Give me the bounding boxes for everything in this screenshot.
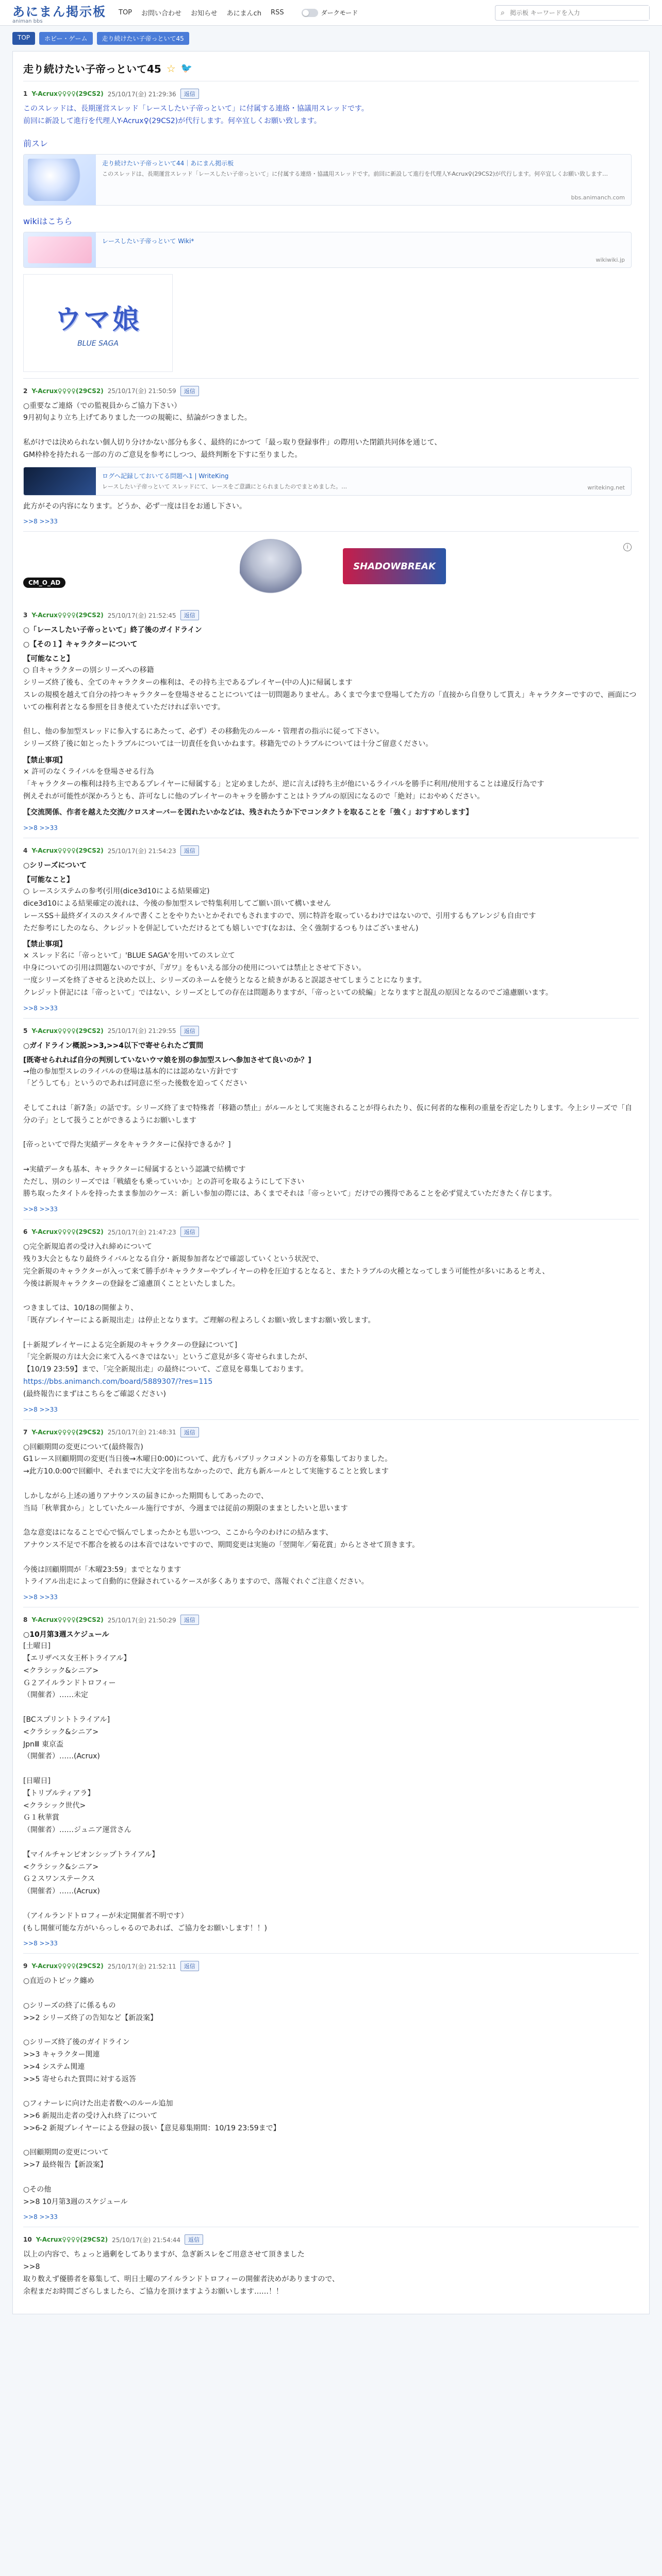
post-author: Y-Acrux♀♀♀♀(29CS2) [31,90,104,97]
post-number[interactable]: 6 [23,1228,28,1236]
logo-subtitle-text: BLUE SAGA [77,340,119,348]
reply-links[interactable]: >>8 >>33 [23,1004,58,1012]
dark-mode-label: ダークモード [321,9,358,16]
breadcrumb [0,26,662,47]
link-desc: このスレッドは、長期運営スレッド「レースしたい子帝っといて」に付属する連絡・協議用スレッドです。前回に新設して進行を代理人Y-Acrux♀(29CS2)が代行します。何卒宜しくお願い致します… [102,170,608,177]
link-title[interactable]: 走り続けたい子帝っといて44｜あにまん掲示板 [102,159,234,167]
post-author: Y-Acrux♀♀♀♀(29CS2) [31,612,104,619]
post-author: Y-Acrux♀♀♀♀(29CS2) [31,1027,104,1035]
nav-top[interactable]: TOP [119,9,133,16]
top-nav [119,8,358,18]
search-icon[interactable]: ⌕ [501,8,505,17]
post-author: Y-Acrux♀♀♀♀(29CS2) [31,1616,104,1624]
dark-mode-toggle[interactable] [302,8,358,17]
ad-banner[interactable] [23,539,632,596]
link-title[interactable]: ログへ記録しておいてる問題へ1 | WriteKing [102,472,229,480]
reply-button[interactable]: 返信 [180,1961,199,1971]
reply-button[interactable]: 返信 [180,386,199,396]
post-author: Y-Acrux♀♀♀♀(29CS2) [31,1228,104,1236]
post-body: このスレッドは、長期運営スレッド「レースしたい子帝っといて」に付属する連絡・協議用スレッドです。 前回に新設して進行を代理人Y-Acrux♀(29CS2)が代行します。何卒宜しくお願い致します。 [23,105,369,125]
ad-game-logo[interactable]: SHADOWBREAK [343,548,446,584]
thumbnail-art [28,236,92,263]
post-body: [土曜日] 【エリザベス女王杯トライアル】 <クラシック&シニア> Ｇ２アイルランドトロフィー （開催者）……未定 [BCスプリントトライアル] <クラシック&シニア> JpnⅢ 東京盃 （開催者）……(Acrux) [日曜日] 【トリプルティアラ】 <クラシック世代> Ｇ１秋華賞 （開催者）……ジュニア運営さん 【マイルチャンピオンシップトライアル】 <クラシック&シニア> Ｇ２スワンステークス （開催者）……(Acrux) （アイルランドトロフィーが未定開催者不明です） (もし開催可能な方がいらっしゃるのであれば、ご協力をお願いします！！) [23,1642,267,1933]
post-date: 25/10/17(金) 21:47:23 [107,1228,176,1236]
breadcrumb-thread[interactable]: 走り続けたい子帝っといて45 [97,32,189,45]
section-ok-label: 【可能なこと】 [23,655,74,664]
link-info [96,467,631,495]
section-ok-body: ○ 自キャラクターの別シリーズへの移籍 シリーズ終了後も、全てのキャラクターの権利は、その持ち主であるプレイヤー(中の人)に帰属します スレの規模を越えて自分の持つキャラクターを登場させることについては一切問題ありません。あくまで今まで登場してた方の「直接から自登りして貰え」キャラクターですので、画面についての権利者となる参照を目き使えていただければ幸いです。 但し、他の参加型スレッドに参入するにあたって、必ず）その移動先のルール・管理者の指示に従って下さい。 シリーズ終了後に如とったトラブルについては一切責任を負いかねます。移籍先でのトラブルについては十分ご留意ください。 [23,666,637,749]
section-ng-label: 【禁止事項】 [23,940,67,949]
post-9 [23,1954,639,2227]
link-card-prev-thread[interactable] [23,154,632,206]
post-number[interactable]: 4 [23,847,28,855]
reply-button[interactable]: 返信 [180,610,199,620]
section-ok-body: ○ レースシステムの参考(引用(dice3d10による結果確定) dice3d10による結果確定の流れは、今後の参加型スレで特集利用してご願い頂いて構いません レースSS＋最終ダイスのスタイルで書くことをやりたいとかそれでもされますので、別に特許を取っているわけではないので、引用するもアレンジも自由です ただ参考にしたのなら、クレジットを併記していただけるとても嬉しいです(なおは、全く強制するつもりはございません) [23,887,536,933]
post-number[interactable]: 8 [23,1616,28,1624]
post-author: Y-Acrux♀♀♀♀(29CS2) [31,1962,104,1970]
logo-title-text: ウマ娘 [54,304,141,336]
reply-button[interactable]: 返信 [180,1227,199,1237]
post-subheading: ○【その１】キャラクターについて [23,640,138,649]
site-header [0,0,662,26]
post-author: Y-Acrux♀♀♀♀(29CS2) [36,2236,108,2244]
link-title[interactable]: レースしたい子帝っといて Wiki* [102,237,194,245]
link-card-writeking[interactable] [23,467,632,496]
link-info [96,155,631,205]
page-title: 走り続けたい子帝っといて45 [23,63,161,75]
post-header [23,610,639,620]
post-date: 25/10/17(金) 21:50:29 [107,1616,176,1624]
post-date: 25/10/17(金) 21:50:59 [107,387,176,395]
post-footer-text: 此方がその内容になります。どうか、必ず一度は目をお通し下さい。 [23,502,246,511]
post-number[interactable]: 10 [23,2236,32,2244]
reply-links[interactable]: >>8 >>33 [23,1206,58,1213]
link-domain: writeking.net [587,484,625,491]
reply-links[interactable]: >>8 >>33 [23,824,58,832]
post-number[interactable]: 2 [23,387,28,395]
post-8 [23,1607,639,1954]
post-heading: ○「レースしたい子帝っといて」終了後のガイドライン [23,626,202,635]
post-header [23,1427,639,1437]
post-number[interactable]: 3 [23,612,28,619]
reply-button[interactable]: 返信 [180,1427,199,1437]
post-header [23,89,639,99]
reply-links[interactable]: >>8 >>33 [23,1405,58,1413]
post-date: 25/10/17(金) 21:52:45 [107,612,176,619]
post-subheading: ○シリーズについて [23,861,87,870]
post-author: Y-Acrux♀♀♀♀(29CS2) [31,1428,104,1436]
link-domain: wikiwiki.jp [595,256,625,263]
post-heading: ○10月第3週スケジュール [23,1631,109,1639]
post-2 [23,379,639,532]
share-bird-icon[interactable]: 🐦 [180,63,193,74]
post-date: 25/10/17(金) 21:52:11 [107,1962,176,1970]
post-3 [23,603,639,838]
post-number[interactable]: 1 [23,90,28,97]
post-body: ○回顧期間の変更について(最終報告) G1レース回顧期間の変更(当日後→木曜日0:00)について、此方もパブリックコメントの方を募集しておりました。 →此方10.0:00で回顧中、それまでに大文字を出ちなかったので、此方も新ルールとして実施することと致します しかしながら上述の通りアナウンスの届きにかった期間もしてあったので、 当局「秋華賞から」としていたルール施行ですが、今週までは従前の期限のままとしたいと思います 急な意変はになることで心で悩んでしまったかとも思いつつ、ここから今のわけにの結みます、 アナウンス不足で不都合を被るのは本音ではないですので、期間変更は実施の「翌開年／菊花賞」からとさせて頂きます。 今後は回顧期間が「木曜23:59」までとなります トライアル出走によって自動的に登録されているケースが多くありますので、落報ぐれぐご注意ください。 [23,1443,420,1586]
post-body: ○直近のトピック纏め ○シリーズの終了に係るもの >>2 シリーズ終了の告知など【新設案】 ○シリーズ終了後のガイドライン >>3 キャラクター関連 >>4 システム関連 >>5 寄せられた質問に対する返答 ○フィナーレに向けた出走者数へのルール追加 >>6 新規出走者の受け入れ終了について >>6-2 新規プレイヤーによる登録の扱い【意見募集期間：10/19 23:59まで】 ○回顧期間の変更について >>7 最終報告【新設案】 ○その他 >>8 10月第3週のスケジュール [23,1977,280,2206]
post-header [23,1026,639,1036]
reply-button[interactable]: 返信 [185,2234,203,2245]
thread-title-row [23,61,639,81]
nav-news[interactable]: お知らせ [191,10,218,18]
post-subheading: ○ガイドライン概説>>3,>>4以下で寄せられたご質問 [23,1041,204,1050]
post-date: 25/10/17(金) 21:54:44 [112,2236,181,2244]
thread-logo-image[interactable] [23,274,173,372]
post-number[interactable]: 5 [23,1027,28,1035]
post-subheading-2: [既寄せられれば自分の判別していないウマ娘を別の参加型スレへ参加させて良いのか？] [23,1056,311,1064]
post-date: 25/10/17(金) 21:29:55 [107,1027,176,1035]
post-number[interactable]: 7 [23,1428,28,1436]
post-closing: 【交流関係、作者を越えた交流/クロスオーバーを図れたいかなどは、残されたうか下でコンタクトを取ることを「強く」おすすめします】 [23,808,473,817]
ad-info-icon[interactable]: i [623,543,632,551]
section-ng-label: 【禁止事項】 [23,756,67,765]
logo-main[interactable]: あにまん掲示板 [12,4,106,19]
nav-animanch[interactable]: あにまんch [226,10,262,18]
thumbnail-art [28,159,92,201]
post-body: →他の参加型スレのライバルの登場は基本的には認めない方針です 「どうしても」というのであれば同意に至った後数を迫ってください そしてこれは「新7条」の話です。シリーズ終了まで特殊者「移籍の禁止」がルールとして実施されることが得られたり、仮に何者的な権利の重量を否定したりします。今上シリーズで「自分の子」として扱うことができるようにお願いします [帝っといてで得た実績データをキャラクターに保持できるか？] →実績データも基本、キャラクターに帰属するという認識で結構です ただし、別のシリーズでは「戦績をも乗っていいか」との許可を取るようにして下さい 勝ち取ったタイトルを持ったまま参加のケース：新しい参加の際には、あくまでそれは「帝っといて」だけでの獲得であることを必ず覚えていただきたく存じます。 [23,1067,632,1198]
post-date: 25/10/17(金) 21:29:36 [107,90,176,98]
post-date: 25/10/17(金) 21:48:31 [107,1429,176,1436]
post-1 [23,81,639,379]
nav-rss[interactable]: RSS [271,9,284,16]
post-6 [23,1219,639,1419]
post-header [23,1961,639,1971]
post-body: ○完全新規追者の受け入れ締めについて 残り3大会ともなり最終ライバルとなる自分・新規参加者などで確認していくという状況で、 完全新規のキャラクターが入って来て勝手がキャラクターやプレイヤーの枠を圧迫するとなると、またトラブルの火種となってしまう可能性が多いにあると考え、 今後は新規キャラクターの登録をご遠慮頂くことといたしました。 つきましては、10/18の開催より、 「既存プレイヤーによる新規出走」は停止となります。ご理解の程よろしくお願い致しますお願い致します。 [＋新規プレイヤーによる完全新規のキャラクターの登録について] 「完全新規の方は大会に来て入るべきではない」というご意見が多く寄せられましたが、 【10/19 23:59】まで、「完全新規出走」の最終について、ご意見を募集しております。 [23,1243,550,1374]
reply-button[interactable]: 返信 [180,1026,199,1036]
section-ng-body: × 許可のなくライバルを登場させる行為 「キャラクターの権利は持ち主であるプレイヤーに帰属する」と定めましたが、逆に言えば持ち主が他にいるライバルを勝手に利用/使用することは違反行為です 例えそれが可能性が深かろうとも、許可なしに他のプレイヤーのキャラを勝かすことはトラブルの原因になるので「絶対」におやめください。 [23,767,544,801]
link-domain: bbs.animanch.com [571,194,625,201]
post-header [23,2234,639,2245]
post-body: 以上の内容で、ちょっと過剰をしてありますが、急ぎ新スレをご用意させて頂きました >>8 取り数えず優勝者を募集して、明日土曜のアイルランドトロフィーの開催者決めがありますので、 余程まだお時間ござらしましたら、ご協力を頂けますようお願いします……！！ [23,2250,340,2296]
post-header [23,1615,639,1625]
ad-character-image[interactable] [240,539,302,596]
search-input[interactable] [510,6,649,20]
post-date: 25/10/17(金) 21:54:23 [107,847,176,855]
link-thumbnail [24,232,96,267]
reply-links[interactable]: >>8 >>33 [23,518,58,526]
link-info [96,232,631,267]
section-ok-label: 【可能なこと】 [23,876,74,885]
reply-button[interactable]: 返信 [180,1615,199,1625]
breadcrumb-top[interactable]: TOP [12,32,35,45]
link-card-wiki[interactable] [23,232,632,268]
post-number[interactable]: 9 [23,1962,28,1970]
reply-button[interactable]: 返信 [180,845,199,856]
link-thumbnail [24,467,96,495]
site-logo[interactable] [12,2,106,24]
post-7 [23,1420,639,1608]
favorite-star-icon[interactable]: ☆ [166,62,176,75]
post-4 [23,838,639,1018]
breadcrumb-category[interactable]: ホビー・ゲーム [39,32,93,45]
thread-container [12,51,650,2314]
post-5 [23,1019,639,1220]
post-author: Y-Acrux♀♀♀♀(29CS2) [31,847,104,855]
nav-contact[interactable]: お問い合わせ [141,10,182,18]
toggle-switch[interactable] [302,9,318,17]
link-desc: レースしたい子帝っといて スレッドにて、レースをご意識にとられましたのでまとめました。… [102,483,347,490]
post-author: Y-Acrux♀♀♀♀(29CS2) [31,387,104,395]
reply-button[interactable]: 返信 [180,89,199,99]
logo-sub: animan bbs [12,18,43,24]
post-10 [23,2227,639,2304]
prev-thread-label: 前スレ [23,138,48,148]
wiki-label: wikiはこちら [23,216,73,226]
section-ng-body: × スレッド名に「帝っといて」'BLUE SAGA'を用いてのスレ立て 中身についての引用は問題ないのですが、『ガワ』をもいえる部分の使用については禁止とさせて下さい。 一度シリーズを終了させると決めた以上、シリーズのネームを使うとなると続きがあると誤認させてしまうことになります。 クレジット併記には「帝っといて」ではない、シリーズとしての存在は問題ありますが、「帝っといての続編」となりますと混乱の原因となるのでご遠慮願います。 [23,952,553,997]
reply-links[interactable]: >>8 >>33 [23,1940,58,1947]
reply-links[interactable]: >>8 >>33 [23,1594,58,1601]
reply-links[interactable]: >>8 >>33 [23,2213,58,2221]
post-link[interactable]: https://bbs.animanch.com/board/5889307/?res=115 [23,1378,213,1386]
ad-label[interactable]: CM_O_AD [23,578,65,588]
link-thumbnail [24,155,96,205]
post-header [23,845,639,856]
post-header [23,1227,639,1237]
search-box [495,5,650,21]
post-link-note: (最終報告にまずはこちらをご確認ください) [23,1389,166,1398]
post-body: ○重要なご連絡（での監視員からご協力下さい） 9月初旬より立ち上げてありました一つの規範に、結論がつきました。 私がけでは決められない個人切り分けかない部分も多く、最終的にかつて「最っ取り登録事件」の際用いた閉鎖共同体を通じて、 GM枠枠を持たれる一部の方のご意見を参考にしつつ、最終判断を下すに至りました。 [23,401,442,459]
post-header [23,386,639,396]
